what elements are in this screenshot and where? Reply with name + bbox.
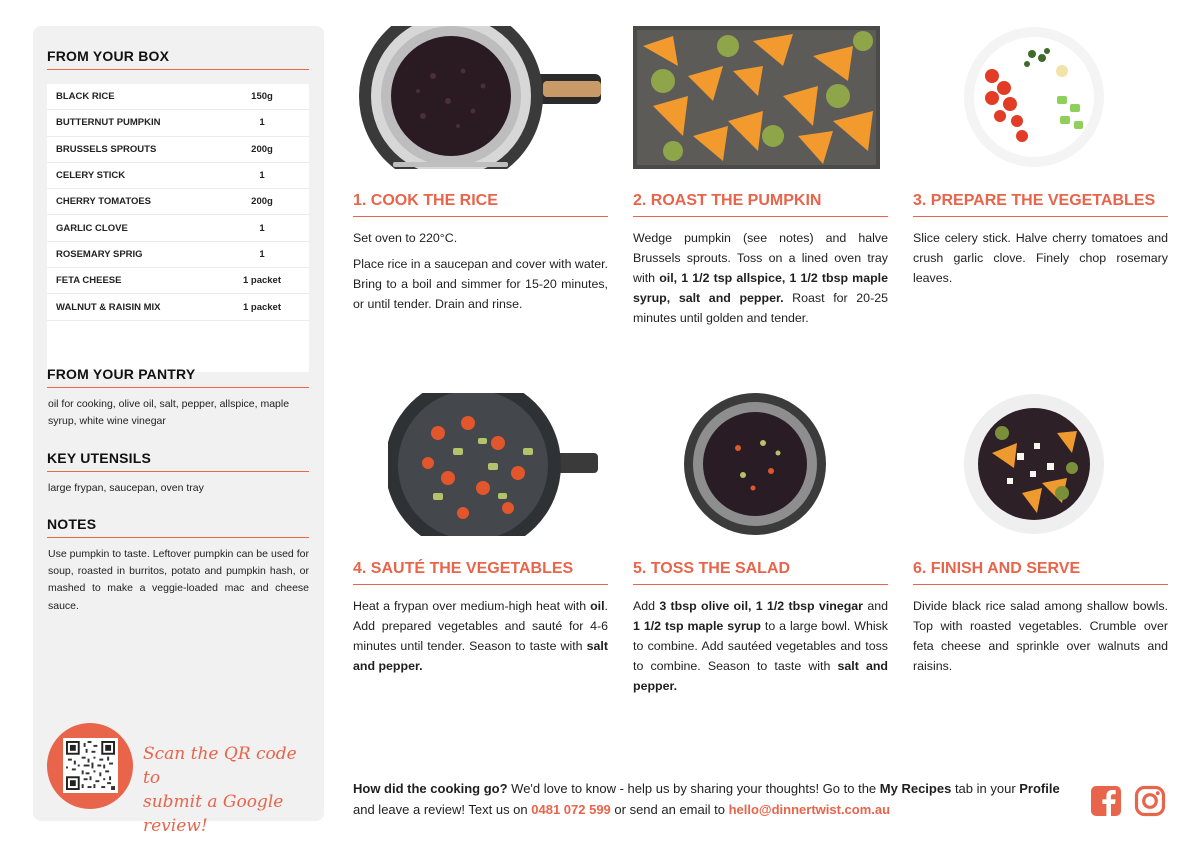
step-4-body [353,596,608,676]
ingredient-name: WALNUT & RAISIN MIX [56,301,161,313]
instagram-icon[interactable] [1134,785,1166,817]
table-row [47,268,309,294]
step-2-text-pre: Wedge pumpkin (see notes) and halve Brussels sprouts. Toss on a lined oven tray with [633,231,888,285]
ingredient-qty: 1 packet [242,301,282,313]
step-5-image [683,393,828,536]
step-2-text-post: Roast for 20-25 minutes until golden and tender. [633,291,888,325]
footer-my-recipes: My Recipes [879,781,952,796]
step-5-text-mid-1: and [863,599,888,613]
footer-text-3: and leave a review! Text us on [353,802,532,817]
step-6-body: Divide black rice salad among shallow bowls. Top with roasted vegetables. Crumble over feta cheese and sprinkle over walnuts and raisins. [913,599,1168,673]
table-row [47,294,309,320]
ingredient-qty: 150g [251,91,273,103]
box-ingredients-table [47,84,309,372]
ingredient-name: GARLIC CLOVE [56,222,128,234]
step-4-text-mid: . Add prepared vegetables and sauté for 4-6 minutes until tender. Season to taste with [353,599,608,653]
ingredient-name: ROSEMARY SPRIG [56,248,143,260]
ingredient-name: BRUSSELS SPROUTS [56,143,157,155]
qr-caption-line1: Scan the QR code to [143,744,297,788]
step-1-title: 1. COOK THE RICE [353,192,608,217]
ingredient-qty: 200g [251,196,273,208]
pantry-text: oil for cooking, olive oil, salt, pepper, allspice, maple syrup, white wine vinegar [48,398,290,427]
table-row [47,137,309,163]
table-row [47,163,309,189]
step-4-title: 4. SAUTÉ THE VEGETABLES [353,560,608,585]
ingredient-qty: 1 [259,222,265,234]
from-your-pantry-title: FROM YOUR PANTRY [47,366,309,388]
step-5-text-bold-2: 1 1/2 tsp maple syrup [633,619,761,633]
step-2-text-bold: oil, 1 1/2 tsp allspice, 1 1/2 tbsp maple syrup, salt and pepper. [633,271,888,305]
step-1-body [353,228,608,320]
qr-caption-line2: submit a Google review! [143,792,284,836]
ingredient-name: BLACK RICE [56,91,115,103]
ingredient-qty: 200g [251,143,273,155]
step-2-image [633,26,880,169]
facebook-icon[interactable] [1090,785,1122,817]
notes-title: NOTES [47,516,309,538]
footer-text-1: We'd love to know - help us by sharing your thoughts! Go to the [507,781,880,796]
step-1-text-1: Set oven to 220°C. [353,231,458,245]
from-your-box-title: FROM YOUR BOX [47,48,309,70]
step-5-text-bold-3: salt and pepper. [633,659,888,693]
step-3-image [962,26,1107,169]
step-4-text-pre: Heat a frypan over medium-high heat with [353,599,591,613]
footer-review-text [353,778,1073,820]
ingredient-qty: 1 [259,170,265,182]
step-6-image [962,393,1107,536]
step-1-text-2: Place rice in a saucepan and cover with water. Bring to a boil and simmer for 15-20 minutes, or until tender. Drain and rinse. [353,257,608,311]
step-5-text-mid-2: to a large bowl. Whisk to combine. Add sautéed vegetables and toss to combine. Season to taste with [633,619,888,673]
ingredient-qty: 1 [259,248,265,260]
step-4-text-bold-1: oil [590,599,605,613]
footer-text-2: tab in your [951,781,1020,796]
ingredient-name: CHERRY TOMATOES [56,196,152,208]
step-6-title: 6. FINISH AND SERVE [913,560,1168,585]
qr-code[interactable] [63,738,118,793]
key-utensils-title: KEY UTENSILS [47,450,309,472]
ingredient-qty: 1 [259,117,265,129]
step-5-body [633,596,888,696]
step-3-title: 3. PREPARE THE VEGETABLES [913,192,1168,217]
step-4-text-bold-2: salt and pepper. [353,639,608,673]
ingredient-name: CELERY STICK [56,170,126,182]
step-2-body [633,228,888,328]
table-row [47,84,309,110]
ingredient-qty: 1 packet [242,275,282,287]
footer-question: How did the cooking go? [353,781,508,796]
table-row [47,110,309,136]
table-row [47,215,309,241]
footer-text-4: or send an email to [610,802,729,817]
qr-caption [143,742,313,838]
step-5-title: 5. TOSS THE SALAD [633,560,888,585]
step-1-image [353,26,608,169]
utensils-text: large frypan, saucepan, oven tray [48,482,204,494]
step-3-body: Slice celery stick. Halve cherry tomatoes and crush garlic clove. Finely chop rosemary leaves. [913,231,1168,285]
ingredient-name: FETA CHEESE [56,275,122,287]
footer-phone-link[interactable]: 0481 072 599 [531,802,611,817]
step-4-image [388,393,600,536]
footer-profile: Profile [1019,781,1060,796]
table-row [47,189,309,215]
footer-email-link[interactable]: hello@dinnertwist.com.au [728,802,891,817]
ingredients-sidebar [33,26,324,836]
step-5-text-bold-1: 3 tbsp olive oil, 1 1/2 tbsp vinegar [659,599,864,613]
notes-text: Use pumpkin to taste. Leftover pumpkin can be used for soup, roasted in burritos, potato and pumpkin hash, or mashed to make a veggie-loaded mac and cheese sauce. [48,548,309,612]
ingredient-name: BUTTERNUT PUMPKIN [56,117,161,129]
step-2-title: 2. ROAST THE PUMPKIN [633,192,888,217]
step-5-text-pre: Add [633,599,660,613]
qr-badge [47,723,133,809]
table-row [47,242,309,268]
qr-code-icon [66,741,115,790]
